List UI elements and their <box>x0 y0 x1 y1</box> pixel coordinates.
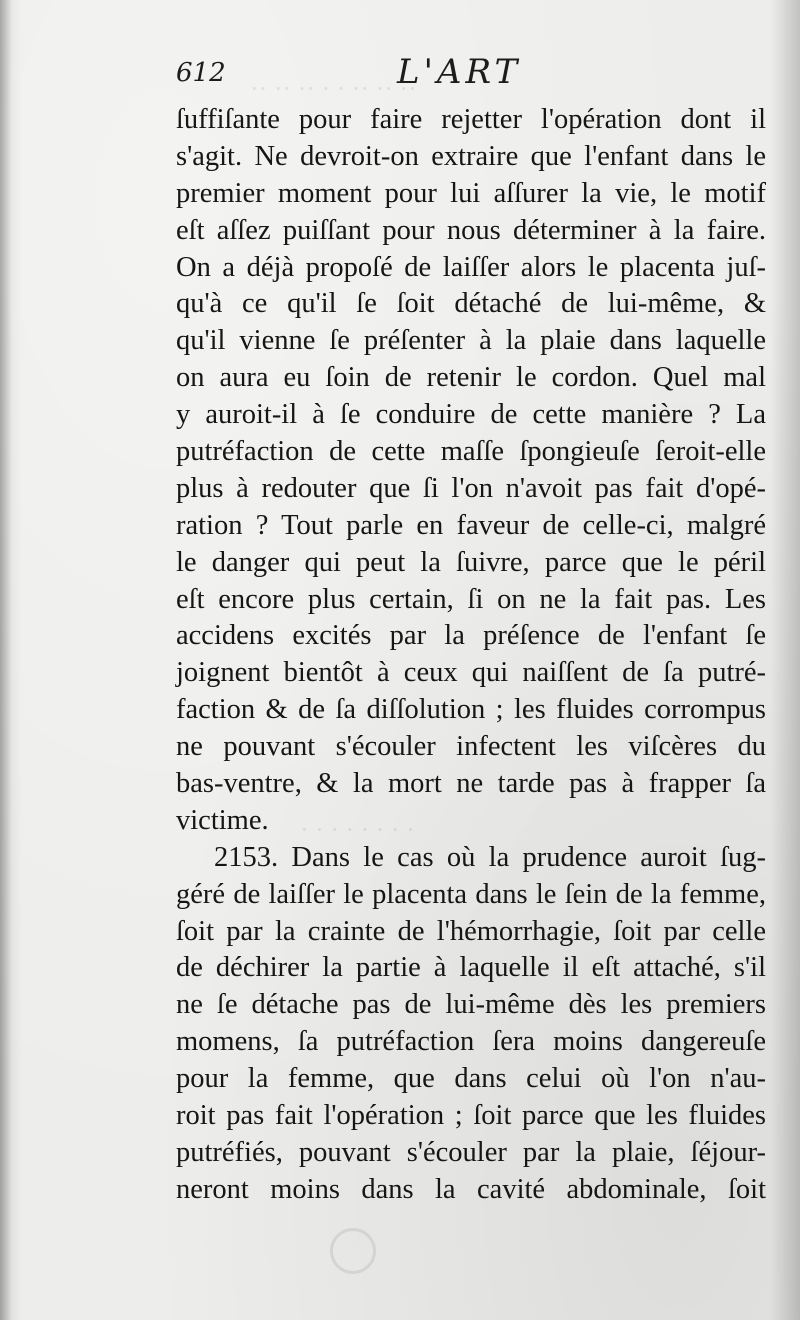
body-text <box>176 102 766 1209</box>
text-line: ne ſe détache pas de lui-même dès les premiers <box>176 989 766 1021</box>
text-line: qu'à ce qu'il ſe ſoit détaché de lui-même, & <box>176 288 766 320</box>
text-line: eſt encore plus certain, ſi on ne la fait pas. Les <box>176 583 766 615</box>
text-line: ration ? Tout parle en faveur de celle-ci, malgré <box>176 509 766 541</box>
text-line: accidens excités par la préſence de l'enfant ſe <box>176 620 766 652</box>
page-number: 612 <box>176 58 226 88</box>
text-line: ne pouvant s'écouler infectent les viſcères du <box>176 731 766 763</box>
text-line: eſt aſſez puiſſant pour nous déterminer à la faire. <box>176 214 766 246</box>
text-line: le danger qui peut la ſuivre, parce que le péril <box>176 546 766 578</box>
faint-stamp-mark <box>330 1228 376 1274</box>
text-line: putréfaction de cette maſſe ſpongieuſe ſeroit-elle <box>176 436 766 468</box>
text-line: ſoit par la crainte de l'hémorrhagie, ſoit par celle <box>176 915 766 947</box>
bleed-through-text: · · · · · · · · <box>300 815 415 844</box>
page-edge-shadow <box>0 0 12 1320</box>
text-line: victime. <box>176 804 269 836</box>
text-line: On a déjà propoſé de laiſſer alors le placenta juſ- <box>176 251 766 283</box>
text-line: premier moment pour lui aſſurer la vie, le motif <box>176 177 766 209</box>
text-line: bas-ventre, & la mort ne tarde pas à frapper ſa <box>176 768 766 800</box>
text-line: s'agit. Ne devroit-on extraire que l'enfant dans le <box>176 140 766 172</box>
text-line: momens, ſa putréfaction ſera moins dangereuſe <box>176 1026 766 1058</box>
text-line: plus à redouter que ſi l'on n'avoit pas fait d'opé- <box>176 472 766 504</box>
text-line: faction & de ſa diſſolution ; les fluides corrompus <box>176 694 766 726</box>
running-head: L'ART <box>397 52 522 92</box>
text-line: joignent bientôt à ceux qui naiſſent de ſa putré- <box>176 657 766 689</box>
text-line: on aura eu ſoin de retenir le cordon. Quel mal <box>176 362 766 394</box>
text-line: putréfiés, pouvant s'écouler par la plaie, ſéjour- <box>176 1136 766 1168</box>
text-line: ſuffiſante pour faire rejetter l'opération dont il <box>176 104 766 135</box>
text-line: géré de laiſſer le placenta dans le ſein de la femme, <box>176 878 766 910</box>
text-line: neront moins dans la cavité abdominale, ſoit <box>176 1173 766 1205</box>
text-line: qu'il vienne ſe préſenter à la plaie dans laquelle <box>176 325 766 357</box>
bleed-through-text: ·· ·· ·· · · ·· ·· ·· <box>250 74 417 103</box>
page-header <box>172 52 772 102</box>
paragraph-start-line: 2153. Dans le cas où la prudence auroit ſug- <box>214 841 766 873</box>
text-line: y auroit-il à ſe conduire de cette manière ? La <box>176 399 766 431</box>
text-line: pour la femme, que dans celui où l'on n'au- <box>176 1063 766 1095</box>
text-line: roit pas fait l'opération ; ſoit parce que les fluides <box>176 1100 766 1132</box>
text-line: de déchirer la partie à laquelle il eſt attaché, s'il <box>176 952 766 984</box>
